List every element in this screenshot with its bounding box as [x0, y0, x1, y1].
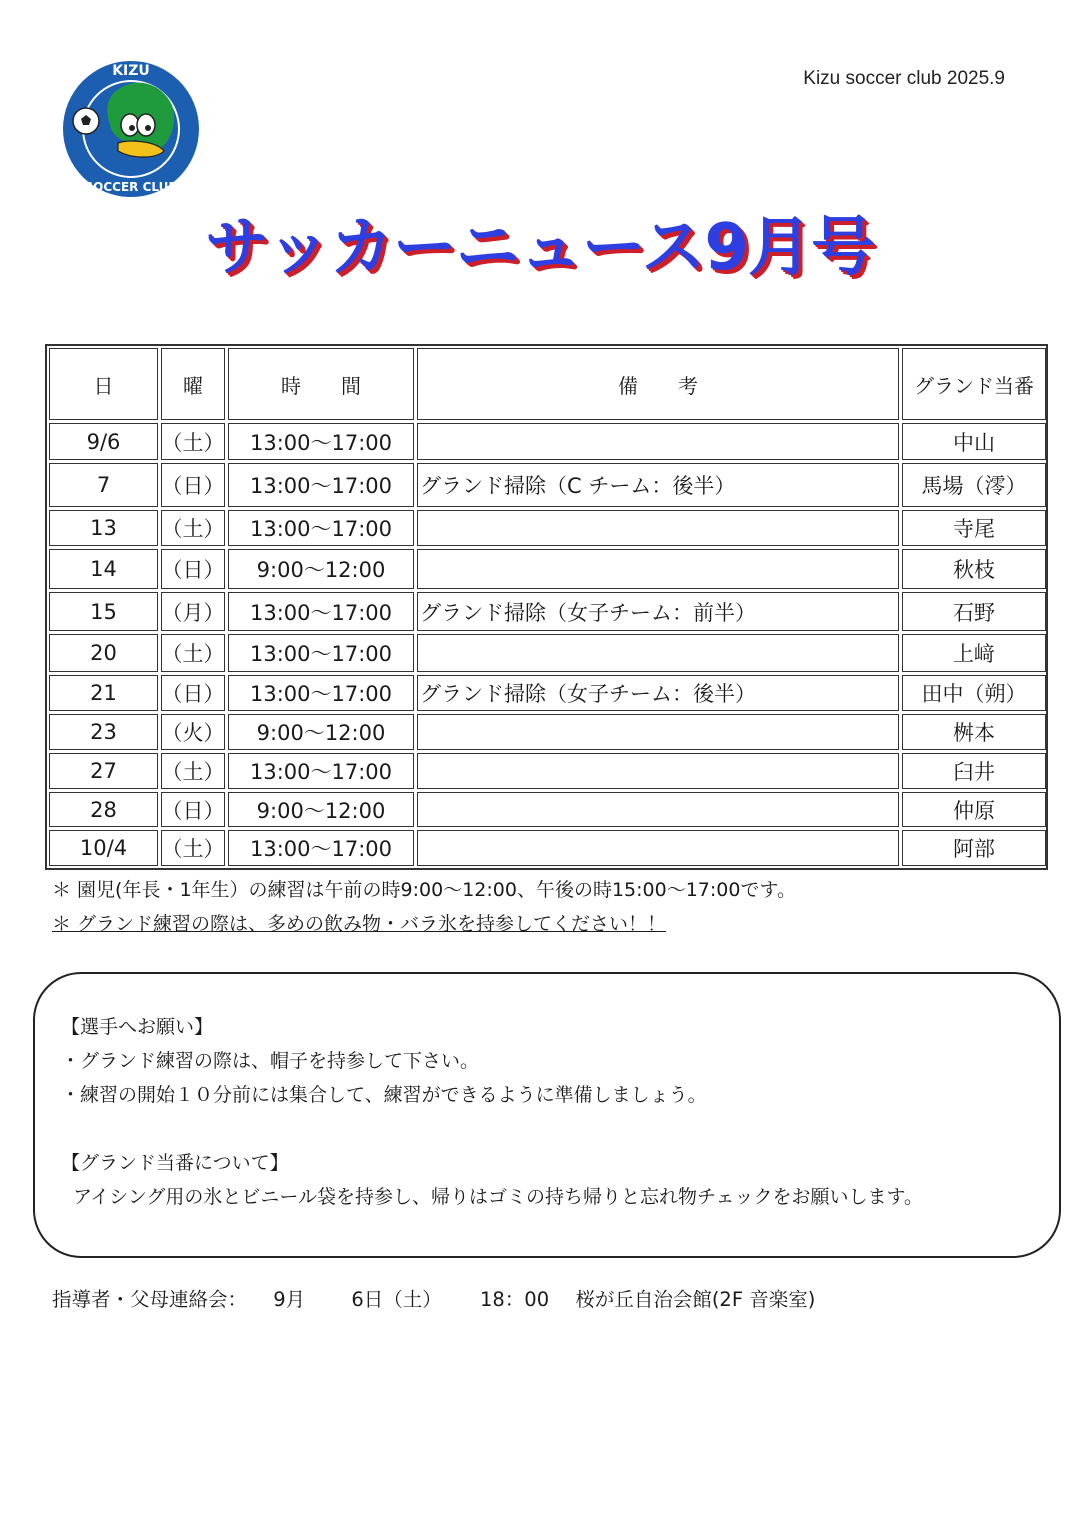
row-5-time: 13:00～17:00: [228, 592, 414, 631]
row-5-duty: 石野: [902, 592, 1046, 631]
row-6-day: （土）: [161, 634, 225, 672]
row-10-time: 9:00～12:00: [228, 792, 414, 827]
players-heading: 【選手へお願い】: [61, 1016, 214, 1038]
row-3-date: 13: [49, 510, 158, 546]
row-5-memo: グランド掃除（女子チーム：前半）: [417, 592, 899, 631]
row-6-date: 20: [49, 634, 158, 672]
meeting-line: [52, 1284, 815, 1312]
row-11-memo: [417, 830, 899, 866]
row-1-date: 9/6: [49, 423, 158, 460]
row-1-duty: 中山: [902, 423, 1046, 460]
meeting-place: 桜が丘自治会館(2F 音楽室): [575, 1288, 816, 1311]
row-10-duty: 仲原: [902, 792, 1046, 827]
row-7-duty: 田中（朔）: [902, 675, 1046, 711]
row-11-date: 10/4: [49, 830, 158, 866]
row-8-memo: [417, 714, 899, 750]
row-9-time: 13:00～17:00: [228, 753, 414, 789]
date-header: 日: [49, 348, 158, 420]
row-1-memo: [417, 423, 899, 460]
row-8-duty: 桝本: [902, 714, 1046, 750]
duty-heading: 【グランド当番について】: [61, 1152, 289, 1174]
row-5-day: （月）: [161, 592, 225, 631]
meeting-day: 6日（土）: [351, 1288, 442, 1311]
row-4-duty: 秋枝: [902, 549, 1046, 589]
row-2-duty: 馬場（澪）: [902, 463, 1046, 507]
note-drinks: ＊ グランド練習の際は、多めの飲み物・バラ氷を持参してください！！: [52, 913, 667, 935]
players-item-cap: ・グランド練習の際は、帽子を持参して下さい。: [61, 1050, 480, 1072]
row-10-memo: [417, 792, 899, 827]
players-item-gather: ・練習の開始１０分前には集合して、練習ができるように準備しましょう。: [61, 1084, 707, 1106]
row-7-day: （日）: [161, 675, 225, 711]
row-2-memo: グランド掃除（C チーム：後半）: [417, 463, 899, 507]
meeting-label: 指導者・父母連絡会：: [52, 1288, 248, 1311]
schedule-table: [45, 344, 1048, 870]
row-1-day: （土）: [161, 423, 225, 460]
club-date-line: Kizu soccer club 2025.9: [803, 68, 1005, 89]
row-2-date: 7: [49, 463, 158, 507]
row-7-time: 13:00～17:00: [228, 675, 414, 711]
row-3-duty: 寺尾: [902, 510, 1046, 546]
row-3-time: 13:00～17:00: [228, 510, 414, 546]
row-9-date: 27: [49, 753, 158, 789]
row-8-date: 23: [49, 714, 158, 750]
row-4-memo: [417, 549, 899, 589]
page-title: サッカーニュース9月号: [204, 211, 875, 285]
row-9-duty: 臼井: [902, 753, 1046, 789]
row-4-day: （日）: [161, 549, 225, 589]
row-11-time: 13:00～17:00: [228, 830, 414, 866]
duty-header: グランド当番: [902, 348, 1046, 420]
duty-text: アイシング用の氷とビニール袋を持参し、帰りはゴミの持ち帰りと忘れ物チェックをお願いします。: [73, 1186, 923, 1208]
row-2-time: 13:00～17:00: [228, 463, 414, 507]
row-9-memo: [417, 753, 899, 789]
row-1-time: 13:00～17:00: [228, 423, 414, 460]
row-10-date: 28: [49, 792, 158, 827]
row-10-day: （日）: [161, 792, 225, 827]
row-9-day: （土）: [161, 753, 225, 789]
row-3-day: （土）: [161, 510, 225, 546]
notes: [52, 873, 796, 941]
row-7-memo: グランド掃除（女子チーム：後半）: [417, 675, 899, 711]
row-6-time: 13:00～17:00: [228, 634, 414, 672]
meeting-time: 18：00: [479, 1288, 550, 1311]
row-7-date: 21: [49, 675, 158, 711]
logo-text-bottom: SOCCER CLUB: [84, 180, 178, 194]
row-5-date: 15: [49, 592, 158, 631]
requests-box: [33, 972, 1061, 1258]
row-8-time: 9:00～12:00: [228, 714, 414, 750]
row-2-day: （日）: [161, 463, 225, 507]
row-8-day: （火）: [161, 714, 225, 750]
memo-header: 備 考: [417, 348, 899, 420]
note-kindergarten: ＊ 園児(年長・1年生）の練習は午前の時9:00～12:00、午後の時15:00～17:00です。: [52, 879, 796, 901]
day-header: 曜: [161, 348, 225, 420]
row-11-duty: 阿部: [902, 830, 1046, 866]
row-11-day: （土）: [161, 830, 225, 866]
logo-text-top: KIZU: [112, 63, 150, 79]
row-6-memo: [417, 634, 899, 672]
row-4-time: 9:00～12:00: [228, 549, 414, 589]
row-6-duty: 上﨑: [902, 634, 1046, 672]
time-header: 時 間: [228, 348, 414, 420]
kizu-soccer-club-logo: [60, 55, 202, 203]
meeting-month: 9月: [273, 1288, 306, 1311]
row-4-date: 14: [49, 549, 158, 589]
row-3-memo: [417, 510, 899, 546]
